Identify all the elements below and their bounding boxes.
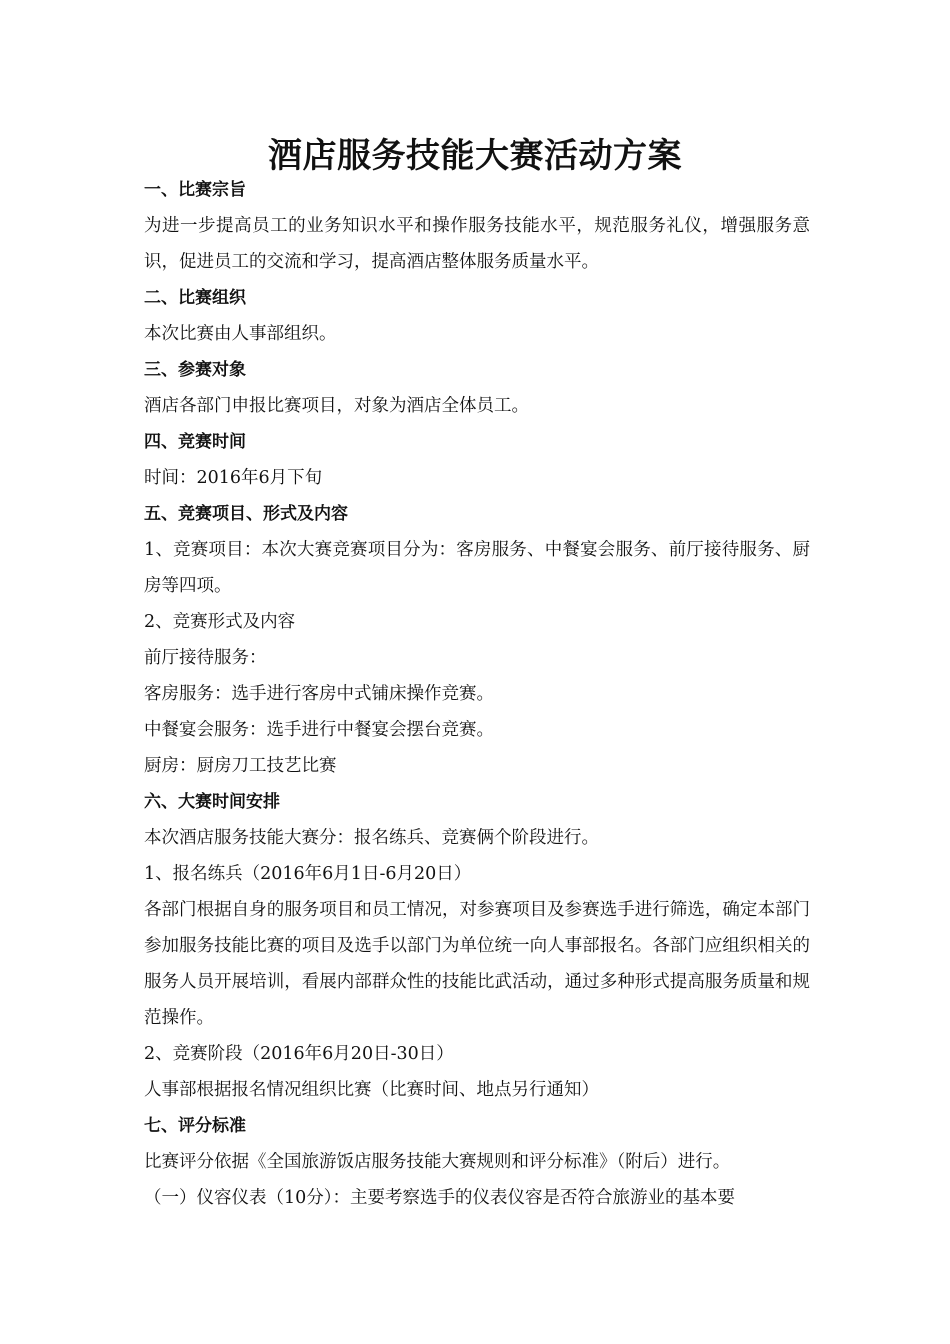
text-line: 酒店各部门申报比赛项目，对象为酒店全体员工。	[144, 396, 529, 416]
section-heading: 三、参赛对象	[144, 360, 246, 380]
section-heading: 五、竞赛项目、形式及内容	[144, 504, 348, 524]
section-heading: 六、大赛时间安排	[144, 792, 280, 812]
section-heading: 四、竞赛时间	[144, 432, 246, 452]
text-line: 人事部根据报名情况组织比赛（比赛时间、地点另行通知）	[144, 1080, 599, 1100]
paragraph: 1、竞赛项目：本次大赛竞赛项目分为：客房服务、中餐宴会服务、前厅接待服务、厨房等四项。	[144, 540, 810, 596]
text-line: 2、竞赛形式及内容	[144, 612, 296, 632]
text-line: 中餐宴会服务：选手进行中餐宴会摆台竞赛。	[144, 720, 494, 740]
text-line: 时间：2016年6月下旬	[144, 468, 323, 488]
text-line: 本次比赛由人事部组织。	[144, 324, 337, 344]
text-line: 2、竞赛阶段（2016年6月20日-30日）	[144, 1044, 454, 1064]
text-line: 比赛评分依据《全国旅游饭店服务技能大赛规则和评分标准》（附后）进行。	[144, 1152, 731, 1172]
text-line: 1、报名练兵（2016年6月1日-6月20日）	[144, 864, 472, 884]
text-line: 客房服务：选手进行客房中式铺床操作竞赛。	[144, 684, 494, 704]
paragraph: 为进一步提高员工的业务知识水平和操作服务技能水平，规范服务礼仪，增强服务意识，促进员工的交流和学习，提高酒店整体服务质量水平。	[144, 216, 810, 272]
section-heading: 七、评分标准	[144, 1116, 246, 1136]
text-line: （一）仪容仪表（10分）：主要考察选手的仪表仪容是否符合旅游业的基本要	[144, 1188, 736, 1208]
text-line: 厨房：厨房刀工技艺比赛	[144, 756, 337, 776]
section-heading: 一、比赛宗旨	[144, 180, 246, 200]
paragraph: 各部门根据自身的服务项目和员工情况，对参赛项目及参赛选手进行筛选，确定本部门参加服务技能比赛的项目及选手以部门为单位统一向人事部报名。各部门应组织相关的服务人员开展培训，看展内部群众性的技能比武活动，通过多种形式提高服务质量和规范操作。	[144, 900, 810, 1028]
text-line: 前厅接待服务：	[144, 648, 267, 668]
document-body	[144, 172, 810, 1216]
document-title: 酒店服务技能大赛活动方案	[268, 136, 682, 176]
text-line: 本次酒店服务技能大赛分：报名练兵、竞赛俩个阶段进行。	[144, 828, 599, 848]
section-heading: 二、比赛组织	[144, 288, 246, 308]
